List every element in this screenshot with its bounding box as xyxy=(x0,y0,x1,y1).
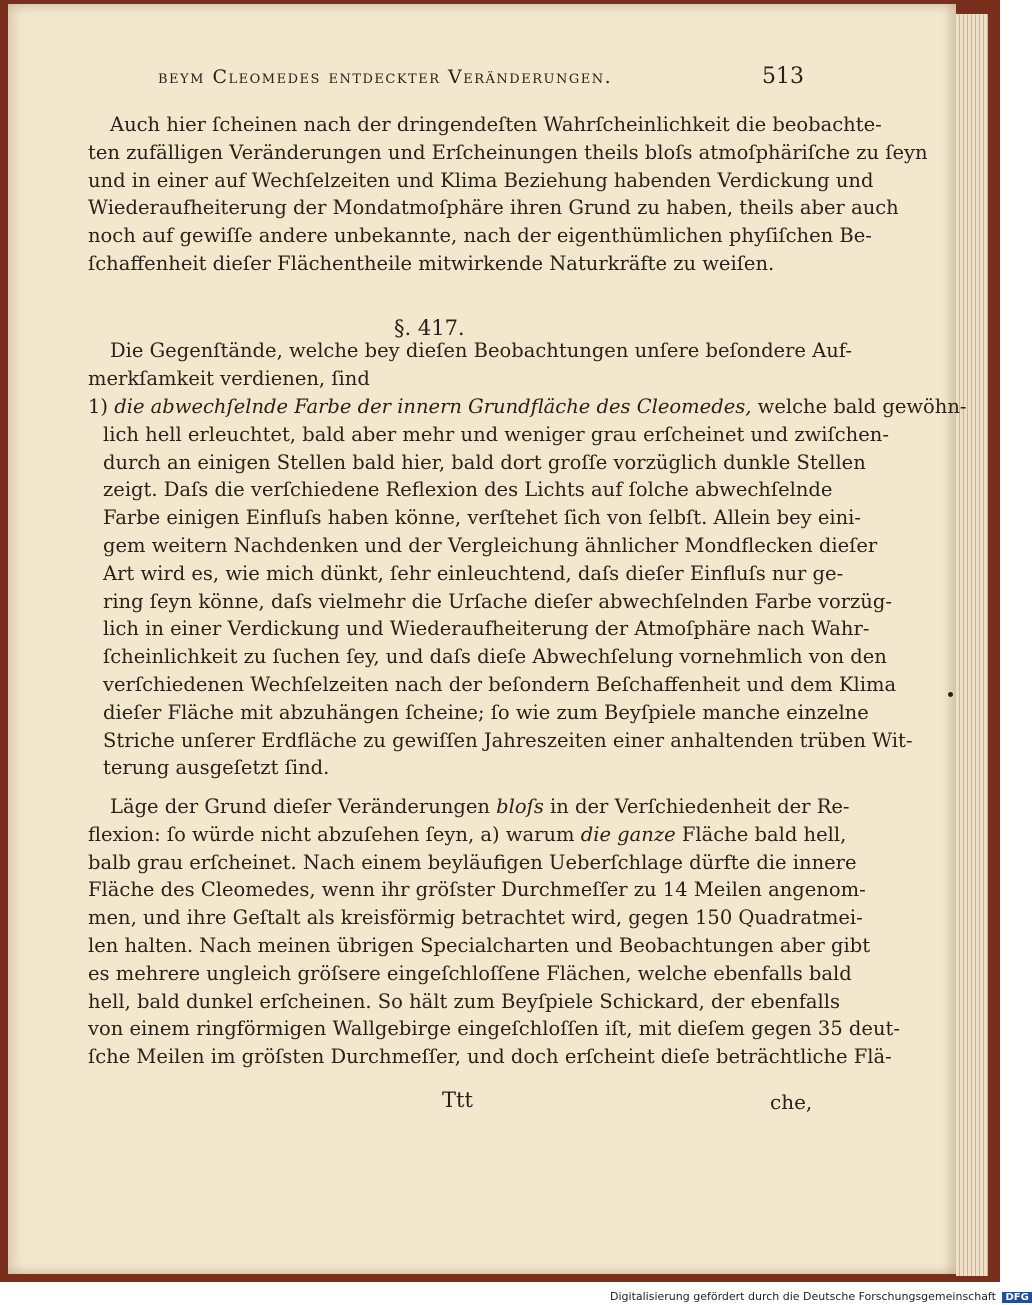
text-line: Auch hier ſcheinen nach der dringendeſten Wahrſcheinlichkeit die beobachte- xyxy=(110,113,882,136)
text-line: ſche Meilen im gröſsten Durchmeſſer, und doch erſcheint dieſe beträchtliche Flä- xyxy=(88,1045,892,1069)
signature-mark: Ttt xyxy=(442,1088,473,1112)
text-line: Farbe einigen Einfluſs haben könne, verſtehet ſich von ſelbſt. Allein bey eini- xyxy=(103,506,861,530)
text-line: ſchaffenheit dieſer Flächentheile mitwirkende Naturkräfte zu weiſen. xyxy=(88,251,775,275)
text-span: in der Verſchiedenheit der Re- xyxy=(543,795,850,818)
text-line xyxy=(88,793,850,821)
funder-note xyxy=(610,1290,1032,1303)
page-header xyxy=(158,64,808,92)
text-span: welche bald gewöhn- xyxy=(751,395,967,418)
italic-word: bloſs xyxy=(496,795,544,818)
text-line: merkſamkeit verdienen, ſind xyxy=(88,366,370,390)
italic-lead: die abwechſelnde Farbe der innern Grundfläche des Cleomedes, xyxy=(114,395,752,418)
text-line: Striche unſerer Erdfläche zu gewiſſen Jahreszeiten einer anhaltenden trüben Wit- xyxy=(103,728,913,752)
text-line: Fläche des Cleomedes, wenn ihr gröſster Durchmeſſer zu 14 Meilen angenom- xyxy=(88,878,866,902)
catchword: che, xyxy=(770,1090,813,1114)
text-line: hell, bald dunkel erſcheinen. So hält zum Beyſpiele Schickard, der ebenfalls xyxy=(88,989,841,1013)
text-line: ſcheinlichkeit zu ſuchen ſey, und daſs dieſe Abwechſelung vornehmlich von den xyxy=(103,645,887,669)
text-line: lich in einer Verdickung und Wiederaufheiterung der Atmoſphäre nach Wahr- xyxy=(103,617,870,641)
text-line: ring ſeyn könne, daſs vielmehr die Urſache dieſer abwechſelnden Farbe vorzüg- xyxy=(103,589,892,613)
list-item-1 xyxy=(88,393,967,782)
text-span: Läge der Grund dieſer Veränderungen xyxy=(110,795,497,818)
text-line: Die Gegenſtände, welche bey dieſen Beobachtungen unſere beſondere Auf- xyxy=(110,339,852,362)
text-line: len halten. Nach meinen übrigen Specialcharten und Beobachtungen aber gibt xyxy=(88,933,871,957)
italic-word: die ganze xyxy=(580,822,676,846)
text-line: ten zufälligen Veränderungen und Erſcheinungen theils bloſs atmoſphäriſche zu ſeyn xyxy=(88,140,928,164)
text-line: gem weitern Nachdenken und der Vergleichung ähnlicher Mondflecken dieſer xyxy=(103,533,878,557)
dfg-logo: DFG xyxy=(1002,1292,1031,1303)
text-line: men, und ihre Geſtalt als kreisförmig betrachtet wird, gegen 150 Quadratmei- xyxy=(88,906,863,930)
text-line: durch an einigen Stellen bald hier, bald dort groſſe vorzüglich dunkle Stellen xyxy=(103,450,866,474)
text-line: balb grau erſcheinet. Nach einem beyläufigen Ueberſchlage dürfte die innere xyxy=(88,850,857,874)
ink-dot xyxy=(948,692,953,697)
text-line: Art wird es, wie mich dünkt, ſehr einleuchtend, daſs dieſer Einfluſs nur ge- xyxy=(103,561,844,585)
text-line: zeigt. Daſs die verſchiedene Reflexion des Lichts auf ſolche abwechſelnde xyxy=(103,478,833,502)
page-number: 513 xyxy=(762,64,804,89)
text-line: lich hell erleuchtet, bald aber mehr und weniger grau erſcheinet und zwiſchen- xyxy=(103,422,889,446)
paragraph-3 xyxy=(88,793,900,1071)
text-line: verſchiedenen Wechſelzeiten nach der beſondern Beſchaffenheit und dem Klima xyxy=(103,672,897,696)
text-line xyxy=(88,821,847,849)
text-line: es mehrere ungleich gröſsere eingeſchloſſene Flächen, welche ebenfalls bald xyxy=(88,961,852,985)
page-edges xyxy=(956,14,988,1276)
text-line: noch auf gewiſſe andere unbekannte, nach der eigenthümlichen phyſiſchen Be- xyxy=(88,224,872,248)
text-line: von einem ringförmigen Wallgebirge eingeſchloſſen iſt, mit dieſem gegen 35 deut- xyxy=(88,1017,900,1041)
text-line xyxy=(88,393,967,421)
text-line: dieſer Fläche mit abzuhängen ſcheine; ſo wie zum Beyſpiele manche einzelne xyxy=(103,700,869,724)
list-marker: 1) xyxy=(88,395,109,418)
text-span: Fläche bald hell, xyxy=(675,822,847,846)
text-line: und in einer auf Wechſelzeiten und Klima Beziehung habenden Verdickung und xyxy=(88,168,874,192)
section-number: §. 417. xyxy=(394,316,465,340)
paragraph-1 xyxy=(88,111,928,278)
paragraph-2 xyxy=(88,337,852,393)
book-page xyxy=(8,4,967,1274)
running-head: beym Cleomedes entdeckter Veränderungen. xyxy=(158,66,613,88)
text-line: Wiederaufheiterung der Mondatmoſphäre ihren Grund zu haben, theils aber auch xyxy=(88,196,899,220)
funder-text: Digitalisierung gefördert durch die Deutsche Forschungsgemeinschaft xyxy=(610,1290,996,1303)
text-line: terung ausgeſetzt ſind. xyxy=(103,756,330,780)
text-span: flexion: ſo würde nicht abzuſehen ſeyn, a) warum xyxy=(88,822,581,846)
